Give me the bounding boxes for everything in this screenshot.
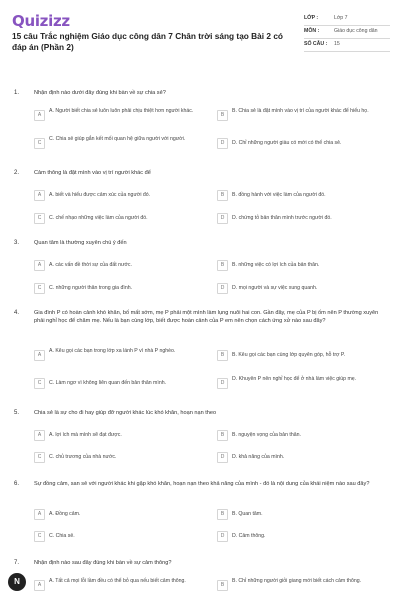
option-text: D. Chỉ những người giàu có mới có thể chia sẻ.: [232, 140, 342, 146]
question-4: [10, 310, 392, 402]
option-letter: A: [34, 509, 45, 520]
option-a[interactable]: [34, 578, 204, 594]
option-c[interactable]: [34, 281, 204, 297]
option-b[interactable]: [217, 348, 387, 364]
option-text: C. Chia sẻ.: [49, 533, 75, 539]
option-letter: D: [217, 213, 228, 224]
option-letter: C: [34, 378, 45, 389]
question-text: Nhận định nào dưới đây đúng khi bàn về sự chia sẻ?: [34, 90, 166, 96]
option-a[interactable]: [34, 428, 204, 444]
question-7: [10, 560, 392, 600]
option-d[interactable]: [217, 450, 387, 466]
option-text: C. Làm ngơ vì không liên quan đến bản thân mình.: [49, 380, 167, 386]
meta-row-grade: [304, 13, 390, 26]
option-text: B. nguyện vọng của bản thân.: [232, 432, 301, 438]
question-text: Sự đồng cảm, san sẻ với người khác khi gặp khó khăn, hoạn nạn theo khả năng của mình - đó là nội dung của khái niệm nào sau đây?: [34, 481, 370, 487]
option-c[interactable]: [34, 211, 204, 227]
option-letter: B: [217, 260, 228, 271]
option-a[interactable]: [34, 108, 204, 124]
meta-row-subject: [304, 26, 390, 39]
option-b[interactable]: [217, 578, 387, 594]
option-text: A. lợi ích mà mình sẽ đạt được.: [49, 432, 122, 438]
option-c[interactable]: [34, 136, 204, 152]
question-5: [10, 410, 392, 470]
option-text: C. những người thân trong gia đình.: [49, 285, 133, 291]
option-a[interactable]: [34, 507, 204, 523]
option-text: D. Khuyên P nên nghỉ học để ở nhà làm việc giúp mẹ.: [232, 376, 357, 382]
option-d[interactable]: [217, 376, 387, 392]
option-b[interactable]: [217, 258, 387, 274]
option-letter: B: [217, 110, 228, 121]
option-text: C. Chia sẻ giúp gắn kết mối quan hệ giữa người với người.: [49, 136, 186, 142]
option-a[interactable]: [34, 348, 204, 364]
floating-action-button[interactable]: N: [8, 573, 26, 591]
question-text: Gia đình P có hoàn cảnh khó khăn, bố mất sớm, mẹ P phải một mình làm lụng nuôi hai con. Gần đây, mẹ của P bị ốm nên P thường xuyên phải nghỉ học để chăm mẹ. Nếu là bạn cùng lớp, biết được hoàn cảnh của P em nên chọn cách ứng xử nào sau đây?: [34, 310, 379, 324]
question-number: 4.: [14, 310, 20, 316]
option-letter: A: [34, 580, 45, 591]
meta-value: Giáo dục công dân: [334, 28, 378, 34]
option-d[interactable]: [217, 211, 387, 227]
option-d[interactable]: [217, 136, 387, 152]
option-text: A. biết và hiểu được cảm xúc của người đó.: [49, 192, 151, 198]
meta-value: Lớp 7: [334, 15, 348, 21]
option-letter: C: [34, 138, 45, 149]
question-text: Cảm thông là đặt mình vào vị trí người khác để: [34, 170, 151, 176]
meta-row-count: [304, 39, 390, 52]
option-text: B. Chỉ những người giỏi giang mới biết cách cảm thông.: [232, 578, 362, 584]
option-d[interactable]: [217, 529, 387, 545]
option-c[interactable]: [34, 376, 204, 392]
option-text: B. Quan tâm.: [232, 511, 263, 517]
option-a[interactable]: [34, 258, 204, 274]
question-number: 2.: [14, 170, 20, 176]
option-text: A. Tất cả mọi lỗi lầm đều có thể bỏ qua nếu biết cảm thông.: [49, 578, 186, 584]
option-letter: A: [34, 190, 45, 201]
option-c[interactable]: [34, 529, 204, 545]
meta-label: LỚP :: [304, 15, 319, 21]
question-2: [10, 170, 392, 230]
question-number: 3.: [14, 240, 20, 246]
option-letter: B: [217, 430, 228, 441]
option-letter: A: [34, 110, 45, 121]
option-letter: C: [34, 283, 45, 294]
option-text: B. những việc có lợi ích của bản thân.: [232, 262, 320, 268]
option-b[interactable]: [217, 108, 387, 124]
question-number: 6.: [14, 481, 20, 487]
meta-table: [304, 13, 390, 52]
option-letter: C: [34, 531, 45, 542]
option-a[interactable]: [34, 188, 204, 204]
question-3: [10, 240, 392, 300]
question-number: 5.: [14, 410, 20, 416]
question-number: 7.: [14, 560, 20, 566]
question-number: 1.: [14, 90, 20, 96]
option-letter: A: [34, 350, 45, 361]
option-text: D. mọi người và sự việc xung quanh.: [232, 285, 318, 291]
option-letter: A: [34, 260, 45, 271]
option-letter: D: [217, 283, 228, 294]
option-b[interactable]: [217, 188, 387, 204]
option-letter: B: [217, 580, 228, 591]
option-letter: D: [217, 378, 228, 389]
page-title: 15 câu Trắc nghiệm Giáo dục công dân 7 Chân trời sáng tạo Bài 2 có đáp án (Phần 2): [12, 31, 284, 52]
option-letter: B: [217, 509, 228, 520]
option-letter: D: [217, 452, 228, 463]
question-1: [10, 90, 392, 160]
option-text: B. Kêu gọi các bạn cùng lớp quyên góp, hỗ trợ P.: [232, 352, 346, 358]
option-letter: C: [34, 452, 45, 463]
option-text: A. Người biết chia sẻ luôn luôn phải chịu thiệt hơn người khác.: [49, 108, 194, 114]
option-b[interactable]: [217, 428, 387, 444]
option-text: A. Kêu gọi các bạn trong lớp xa lánh P vì nhà P nghèo.: [49, 348, 176, 354]
option-letter: D: [217, 531, 228, 542]
option-text: B. Chia sẻ là đặt mình vào vị trí của người khác để hiểu họ.: [232, 108, 369, 114]
option-text: D. Cảm thông.: [232, 533, 266, 539]
option-letter: B: [217, 190, 228, 201]
option-d[interactable]: [217, 281, 387, 297]
document-header: [0, 0, 400, 82]
option-text: B. đồng hành với việc làm của người đó.: [232, 192, 326, 198]
question-text: Chia sẻ là sự cho đi hay giúp đỡ người khác lúc khó khăn, hoạn nạn theo: [34, 410, 217, 416]
option-text: C. chủ trương của nhà nước.: [49, 454, 117, 460]
option-text: C. chế nhạo những việc làm của người đó.: [49, 215, 148, 221]
option-text: D. khả năng của mình.: [232, 454, 285, 460]
option-letter: D: [217, 138, 228, 149]
question-text: Nhận định nào sau đây đúng khi bàn về sự cảm thông?: [34, 560, 172, 566]
question-text: Quan tâm là thường xuyên chú ý đến: [34, 240, 127, 246]
quizizz-logo[interactable]: Quizizz: [12, 12, 70, 30]
option-letter: A: [34, 430, 45, 441]
meta-label: MÔN :: [304, 28, 320, 34]
option-b[interactable]: [217, 507, 387, 523]
option-c[interactable]: [34, 450, 204, 466]
option-letter: C: [34, 213, 45, 224]
option-text: D. chứng tỏ bản thân mình trước người đó.: [232, 215, 332, 221]
option-text: A. các vấn đề thời sự của đất nước.: [49, 262, 132, 268]
meta-value: 15: [334, 41, 340, 47]
option-letter: B: [217, 350, 228, 361]
question-6: [10, 481, 392, 549]
option-text: A. Đồng cảm.: [49, 511, 81, 517]
meta-label: SỐ CÂU :: [304, 41, 328, 47]
